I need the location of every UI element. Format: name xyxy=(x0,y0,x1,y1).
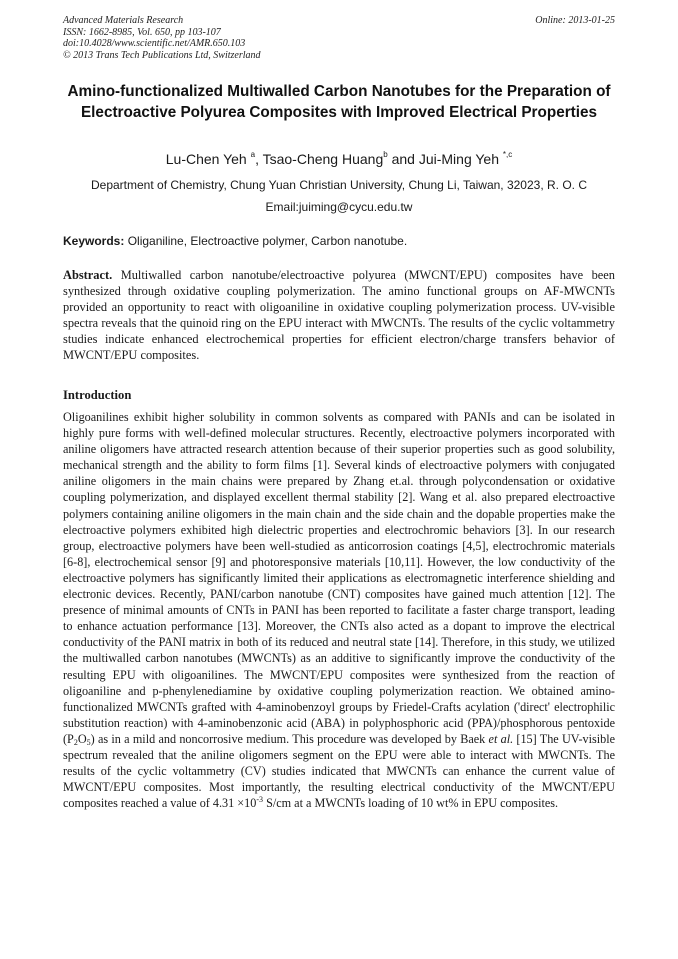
author-3-affil-mark: *,c xyxy=(502,150,513,159)
author-2: Tsao-Cheng Huang xyxy=(262,151,384,167)
intro-text-part-4: S/cm at a MWCNTs loading of 10 wt% in EPU composites. xyxy=(263,796,559,811)
journal-issn: ISSN: 1662-8985, Vol. 650, pp 103-107 xyxy=(63,26,221,38)
journal-header xyxy=(63,15,615,61)
contact-email: Email:juiming@cycu.edu.tw xyxy=(265,200,413,214)
introduction-heading: Introduction xyxy=(63,388,132,402)
author-separator: , xyxy=(255,151,263,167)
author-3: Jui-Ming Yeh xyxy=(418,151,499,167)
journal-info xyxy=(63,15,615,61)
abstract-text: Multiwalled carbon nanotube/electroactive polyurea (MWCNT/EPU) composites have been synthesized through oxidative coupling polymerization. The amino functional groups on AF-MWCNTs provided an opportunity to react with oligoaniline in oxidative coupling polymerization process. UV-visible spectra reveals that the quinoid ring on the EPU interact with MWCNTs. The results of the cyclic voltammetry studies indicate enhanced electrochemical properties for efficient electron/charge transfers behavior of MWCNT/EPU composites. xyxy=(63,268,615,363)
p2o5-subscript-5: 5 xyxy=(86,737,91,747)
journal-copyright: © 2013 Trans Tech Publications Ltd, Switzerland xyxy=(63,49,261,61)
intro-text-part-1: Oligoanilines exhibit higher solubility in common solvents as compared with PANIs and can be isolated in highly pure forms with well-defined molecular structures. Recently, electroactive polymers incorporated with aniline oligomers have attracted research attention because of their superior properties such as good solubility, mechanical strength and the ability to form films [1]. Several kinds of electroactive polymers with conjugated aniline oligomers in the main chains were prepared by Zhang et.al. through polycondensation or oxidative coupling polymerization, and displayed excellent thermal stability [2]. Wang et al. also prepared electroactive polymers containing aniline oligomers in the main chain and the side chain and the dopable properties make the electroactive polymers exhibited high dielectric properties and electrochromic behaviors [3]. In our research group, electroactive polymers have been well-studied as anticorrosion coatings [4,5], electrochromic materials [6-8], electrochemical sensor [9] and photoresponsive materials [10,11]. However, the low conductivity of the electroactive polymers has significantly limited their applications as electromagnetic interference shielding and electronic devices. Recently, PANI/carbon nanotube (CNT) composites have gained much attention [12]. The presence of minimal amounts of CNTs in PANI has been reported to facilitate a faster charge transport, leading to enhance actuation performance [13]. Moreover, the CNTs also acted as a dopant to improve the electrical conductivity of the PANI matrix in both of its reduced and neutral state [14]. Therefore, in this study, we utilized the multiwalled carbon nanotubes (MWCNTs) as an additive to significantly improve the conductivity of the resulting EPU with oligoanilines. The MWCNT/EPU composites were synthesized from the reaction of oligoaniline and p-phenylenediamine by oxidative coupling polymerization reaction. We obtained amino-functionalized MWCNTs grafted with 4-aminobenzoyl groups by Friedel-Crafts acylation ('direct' electrophilic substitution reaction) with 4-aminobenzonic acid (ABA) in polyphosphoric acid (PPA)/phosphorous pentoxide (P xyxy=(63,410,615,746)
author-1-affil-mark: a xyxy=(250,150,256,159)
author-separator: and xyxy=(387,151,419,167)
p2o5-oxygen: O xyxy=(77,731,87,746)
p2o5-subscript-2: 2 xyxy=(73,737,78,747)
paper-title: Amino-functionalized Multiwalled Carbon Nanotubes for the Preparation of Electroactive Polyurea Composites with Improved Electrical Properties xyxy=(67,83,611,121)
introduction-body xyxy=(63,409,615,811)
et-al-italic: et al. xyxy=(488,731,514,746)
journal-name: Advanced Materials Research xyxy=(63,15,184,26)
author-2-affil-mark: b xyxy=(383,150,388,159)
author-list xyxy=(0,150,678,168)
author-1: Lu-Chen Yeh xyxy=(165,151,247,167)
keywords-label: Keywords: xyxy=(63,234,125,248)
intro-text-part-2: ) as in a mild and noncorrosive medium. This procedure was developed by Baek xyxy=(90,731,489,746)
abstract xyxy=(63,267,615,364)
keywords xyxy=(63,234,615,249)
intro-text-part-3: [15] The UV-visible spectrum revealed that the aniline oligomers segment on the EPU were able to interact with MWCNTs. The results of the cyclic voltammetry (CV) studies indicated that MWCNTs can enhance the current value of MWCNT/EPU composites. Most importantly, the resulting electrical conductivity of the MWCNT/EPU composites reached a value of 4.31 ×10 xyxy=(63,731,616,811)
abstract-label: Abstract. xyxy=(63,268,113,282)
exponent: -3 xyxy=(256,795,264,805)
online-date: Online: 2013-01-25 xyxy=(535,15,615,26)
journal-doi: doi:10.4028/www.scientific.net/AMR.650.103 xyxy=(63,38,246,49)
affiliation: Department of Chemistry, Chung Yuan Christian University, Chung Li, Taiwan, 32023, R. O. C xyxy=(90,178,587,192)
keywords-text: Oliganiline, Electroactive polymer, Carbon nanotube. xyxy=(124,234,408,248)
